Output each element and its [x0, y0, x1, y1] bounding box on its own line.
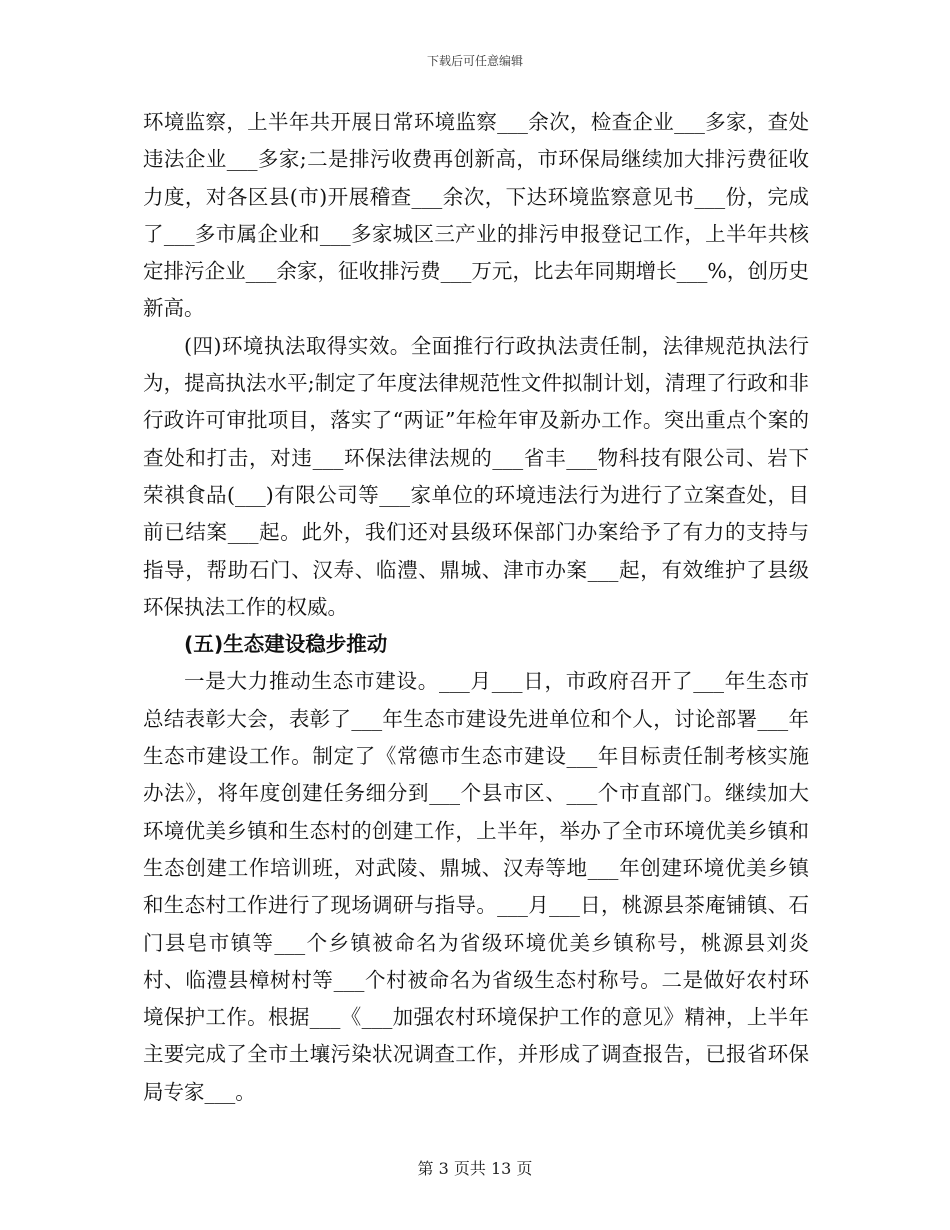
- page-header: 下载后可任意编辑: [426, 54, 523, 68]
- document-body: [143, 104, 809, 1111]
- paragraph-continuation: 环境监察，上半年共开展日常环境监察___余次，检查企业___多家，查处违法企业___多家;二是排污收费再创新高，市环保局继续加大排污费征收力度，对各区县(市)开展稽查___余次，下达环境监察意见书___份，完成了___多市属企业和___多家城区三产业的排污申报登记工作，上半年共核定排污企业___余家，征收排污费___万元，比去年同期增长___%，创历史新高。: [143, 110, 809, 321]
- paragraph-enforcement: (四)环境执法取得实效。全面推行行政执法责任制，法律规范执法行为，提高执法水平;制定了年度法律规范性文件拟制计划，清理了行政和非行政许可审批项目，落实了“两证”年检年审及新办工作。突出重点个案的查处和打击，对违___环保法律法规的___省丰___物科技有限公司、岩下荣祺食品(___)有限公司等___家单位的环境违法行为进行了立案查处，目前已结案___起。此外，我们还对县级环保部门办案给予了有力的支持与指导，帮助石门、汉寿、临澧、鼎城、津市办案___起，有效维护了县级环保执法工作的权威。: [143, 333, 809, 619]
- page-number: 第 3 页共 13 页: [417, 1159, 533, 1178]
- paragraph-ecology: 一是大力推动生态市建设。___月___日，市政府召开了___年生态市总结表彰大会，表彰了___年生态市建设先进单位和个人，讨论部署___年生态市建设工作。制定了《常德市生态市建设___年目标责任制考核实施办法》，将年度创建任务细分到___个县市区、___个市直部门。继续加大环境优美乡镇和生态村的创建工作，上半年，举办了全市环境优美乡镇和生态创建工作培训班，对武陵、鼎城、汉寿等地___年创建环境优美乡镇和生态村工作进行了现场调研与指导。___月___日，桃源县茶庵铺镇、石门县皂市镇等___个乡镇被命名为省级环境优美乡镇称号，桃源县刘炎村、临澧县樟树村等___个村被命名为省级生态村称号。二是做好农村环境保护工作。根据___《___加强农村环境保护工作的意见》精神，上半年主要完成了全市土壤污染状况调查工作，并形成了调查报告，已报省环保局专家___。: [143, 669, 809, 1104]
- section-heading: (五)生态建设稳步推动: [184, 632, 388, 657]
